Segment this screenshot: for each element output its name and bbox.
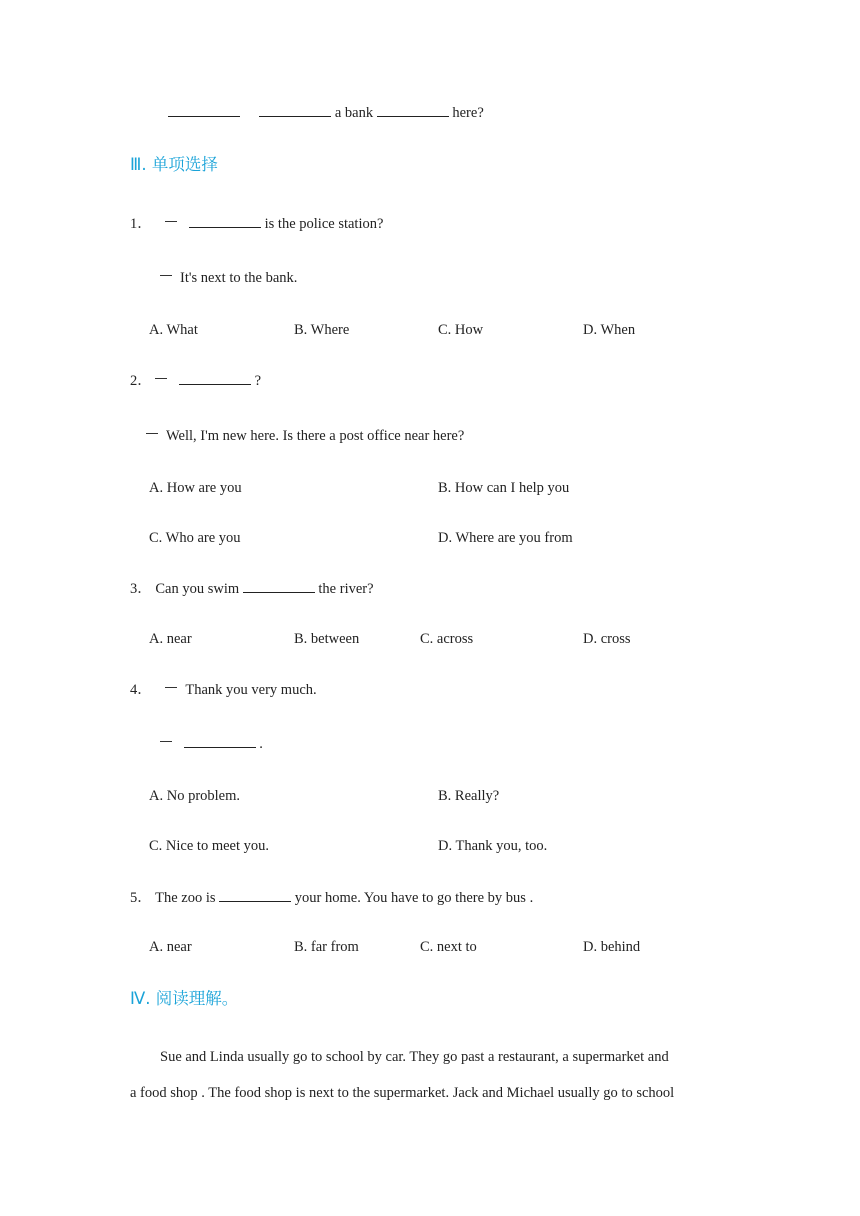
option-b[interactable]: B. Really? bbox=[438, 788, 500, 804]
option-a[interactable]: A. How are you bbox=[149, 480, 242, 496]
dash-icon bbox=[165, 687, 177, 688]
blank[interactable] bbox=[179, 372, 251, 385]
section-4-title: Ⅳ. 阅读理解。 bbox=[130, 989, 239, 1008]
dash-icon bbox=[160, 275, 172, 276]
option-d[interactable]: D. Where are you from bbox=[438, 530, 573, 546]
answer-text: It's next to the bank. bbox=[180, 270, 298, 286]
dash-icon bbox=[146, 433, 158, 434]
question-1-answer bbox=[160, 269, 297, 287]
reading-paragraph-line-2: a food shop . The food shop is next to the supermarket. Jack and Michael usually go to school bbox=[130, 1085, 675, 1101]
option-a[interactable]: A. What bbox=[149, 322, 198, 338]
question-text-after: your home. You have to go there by bus . bbox=[294, 890, 534, 906]
option-b[interactable]: B. How can I help you bbox=[438, 480, 570, 496]
option-d[interactable]: D. cross bbox=[583, 631, 631, 647]
option-c[interactable]: C. Who are you bbox=[149, 530, 241, 546]
dash-icon bbox=[155, 378, 167, 379]
question-number: 3． bbox=[130, 581, 152, 597]
section-3-title: Ⅲ. 单项选择 bbox=[130, 155, 218, 174]
reading-paragraph-line-1: Sue and Linda usually go to school by car. They go past a restaurant, a supermarket and bbox=[160, 1049, 669, 1065]
top-fill-in-line bbox=[168, 104, 484, 122]
option-c[interactable]: C. How bbox=[438, 322, 484, 338]
option-c[interactable]: C. next to bbox=[420, 939, 477, 955]
option-b[interactable]: B. far from bbox=[294, 939, 359, 955]
question-text-before: The zoo is bbox=[155, 890, 216, 906]
question-5 bbox=[130, 889, 533, 907]
answer-end: . bbox=[259, 736, 263, 752]
blank[interactable] bbox=[189, 215, 261, 228]
question-2 bbox=[130, 372, 261, 390]
question-text: Thank you very much. bbox=[185, 682, 317, 698]
top-line-end: here? bbox=[452, 105, 484, 121]
option-a[interactable]: A. No problem. bbox=[149, 788, 241, 804]
question-4 bbox=[130, 681, 317, 699]
question-2-answer bbox=[146, 427, 464, 445]
answer-text: Well, I'm new here. Is there a post office near here? bbox=[166, 428, 465, 444]
question-3 bbox=[130, 580, 374, 598]
question-number: 4． bbox=[130, 682, 152, 698]
option-d[interactable]: D. When bbox=[583, 322, 636, 338]
option-b[interactable]: B. between bbox=[294, 631, 360, 647]
question-4-answer bbox=[160, 735, 263, 753]
blank[interactable] bbox=[219, 889, 291, 902]
question-text-after: the river? bbox=[318, 581, 374, 597]
blank[interactable] bbox=[184, 735, 256, 748]
option-d[interactable]: D. Thank you, too. bbox=[438, 838, 548, 854]
blank[interactable] bbox=[377, 104, 449, 117]
question-number: 5． bbox=[130, 890, 152, 906]
dash-icon bbox=[165, 221, 177, 222]
question-number: 2． bbox=[130, 373, 152, 389]
option-b[interactable]: B. Where bbox=[294, 322, 350, 338]
question-text: is the police station? bbox=[264, 216, 384, 232]
question-text-before: Can you swim bbox=[155, 581, 240, 597]
option-c[interactable]: C. across bbox=[420, 631, 474, 647]
option-d[interactable]: D. behind bbox=[583, 939, 641, 955]
option-c[interactable]: C. Nice to meet you. bbox=[149, 838, 270, 854]
option-a[interactable]: A. near bbox=[149, 631, 192, 647]
option-a[interactable]: A. near bbox=[149, 939, 192, 955]
question-number: 1． bbox=[130, 216, 152, 232]
dash-icon bbox=[160, 741, 172, 742]
blank[interactable] bbox=[243, 580, 315, 593]
blank[interactable] bbox=[259, 104, 331, 117]
top-line-middle: a bank bbox=[334, 105, 374, 121]
question-1 bbox=[130, 215, 383, 233]
question-text: ? bbox=[254, 373, 262, 389]
blank[interactable] bbox=[168, 104, 240, 117]
